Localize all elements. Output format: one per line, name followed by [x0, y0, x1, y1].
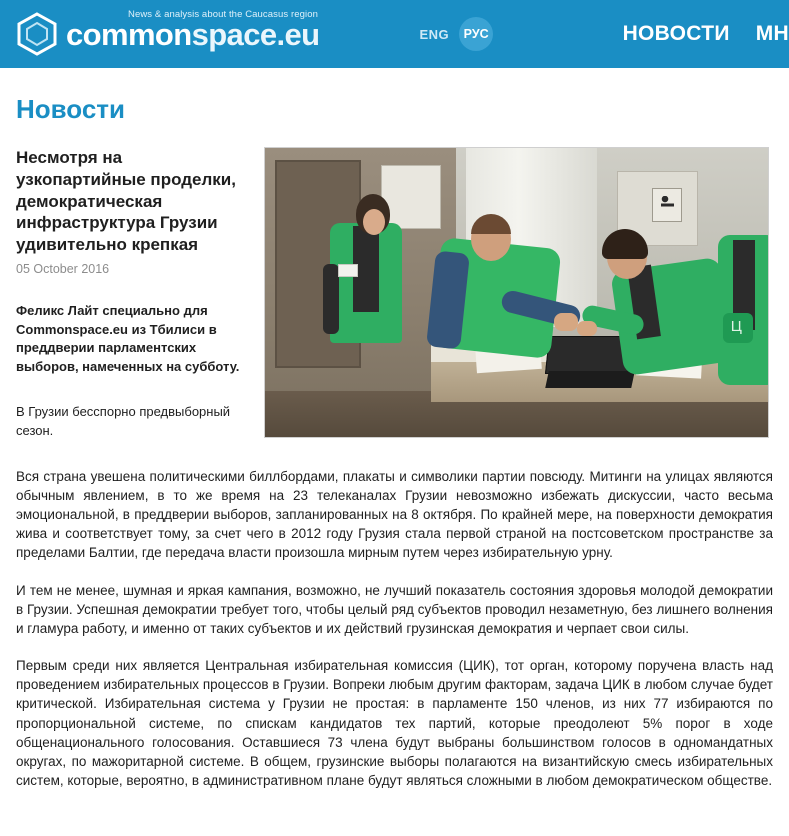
article-paragraph: Первым среди них является Центральная избирательная комиссия (ЦИК), тот орган, которому поручена власть над проведением избирательных процессов в Грузии. Вопреки любым другим факторам, задача ЦИК в любом случае будет критической. Избирательная система у Грузии не простая: в парламенте 150 членов, из них 77 избираются по пропорциональной системе, по спискам кандидатов тех партий, которые преодолеют 5% порог в ходе общенационального голосования. Оставшиеся 73 члена будут выбраны большинством голосов в одномандатных округах, по мажоритарной системе. В общем, грузинские выборы полагаются на византийскую смесь избирательных систем, которые, вероятно, в административном плане будут являться сложными в любом демократическом обществе. [16, 658, 773, 788]
site-header [0, 0, 789, 68]
lang-option-rus[interactable]: РУС [459, 17, 493, 51]
article-header-block [16, 147, 773, 441]
article-standfirst: Феликс Лайт специально для Commonspace.eu из Тбилиси в преддверии парламентских выборов, намеченных на субботу. [16, 302, 240, 375]
main-navigation[interactable] [623, 22, 789, 46]
article-body [16, 467, 773, 828]
article-lede: В Грузии бесспорно предвыборный сезон. [16, 404, 231, 438]
photo-vest-logo [723, 313, 753, 343]
article-date: 05 October 2016 [16, 261, 110, 276]
page-title: Новости [16, 94, 126, 124]
page-content [0, 94, 789, 828]
language-switcher[interactable] [419, 17, 493, 51]
logo-tagline: News & analysis about the Caucasus region [128, 9, 318, 20]
logo-word-space: space.eu [191, 16, 320, 52]
photo-person-standing-arm [323, 264, 339, 334]
nav-item-novosti[interactable]: НОВОСТИ [622, 22, 730, 45]
photo-person-man-hand [554, 313, 578, 331]
photo-person-woman-hand [577, 321, 597, 336]
photo-laptop-base [545, 371, 634, 388]
accessibility-sign-icon [652, 188, 682, 222]
article-headline: Несмотря на узкопартийные проделки, демократическая инфраструктура Грузии удивительно крепкая [16, 148, 236, 254]
site-logo[interactable] [16, 9, 320, 56]
photo-person-standing-face [363, 209, 385, 235]
hexagon-logo-icon [16, 12, 58, 56]
article-paragraph: Вся страна увешена политическими биллбордами, плакаты и символики партии повсюду. Митинги на улицах являются обычным явлением, в то же время на 23 телеканалах Грузии невозможно избежать дискуссии, часто весьма эмоциональной, в преддверии выборов, запланированных на 8 октября. По крайней мере, на поверхности демократия жива и соответствует тому, за счет чего в 2012 году Грузия стала первой страной на постсоветском пространстве за пределами Балтии, где передача власти произошла мирным путем через избирательную урну. [16, 468, 773, 561]
lang-option-eng[interactable]: ENG [419, 26, 450, 42]
article-photo [264, 147, 769, 438]
photo-poster-left [381, 165, 441, 229]
logo-word-common: common [66, 16, 192, 52]
logo-wordmark [66, 16, 320, 52]
nav-item-mneniya[interactable]: МН [755, 22, 789, 45]
photo-person-standing-badge [338, 264, 358, 277]
article-paragraph: И тем не менее, шумная и яркая кампания, возможно, не лучший показатель состояния здоровья молодой демократии в Грузии. Успешная демократии требует того, чтобы целый ряд субъектов проводил незаметную, без лишнего волнения и гламура работу, и именно от таких субъектов и их действий грузинская демократия и черпает свои силы. [16, 582, 773, 636]
article-text-column [16, 147, 246, 441]
